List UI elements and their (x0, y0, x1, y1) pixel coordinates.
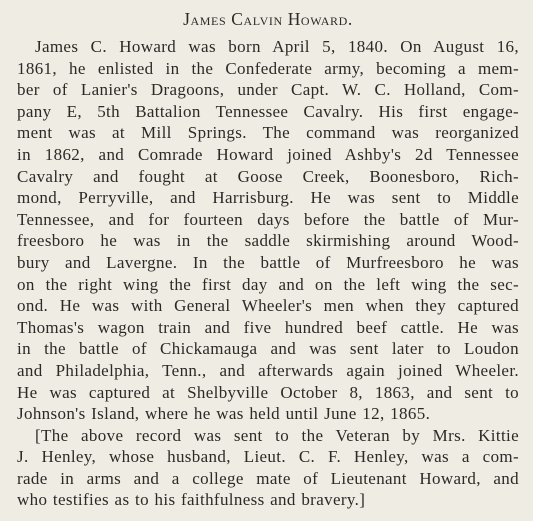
text-line: rade in arms and a college mate of Lieutenant Howard, and (17, 468, 519, 488)
text-line: bury and Lavergne. In the battle of Murfreesboro he was (17, 252, 519, 272)
article-title: James Calvin Howard. (183, 9, 353, 29)
text-line: who testifies as to his faithfulness and bravery.] (17, 490, 366, 510)
text-line: pany E, 5th Battalion Tennessee Cavalry. His first engage- (17, 101, 519, 121)
text-line: 1861, he enlisted in the Confederate army, becoming a mem- (17, 58, 519, 78)
paragraph-biography (17, 36, 519, 425)
text-line: Thomas's wagon train and five hundred beef cattle. He was (17, 317, 519, 337)
text-line: James C. Howard was born April 5, 1840. On August 16, (35, 37, 519, 56)
paragraph-editor-note (17, 425, 519, 511)
text-line: in 1862, and Comrade Howard joined Ashby's 2d Tennessee (17, 144, 519, 164)
text-line: Johnson's Island, where he was held until June 12, 1865. (17, 404, 431, 424)
text-line: ber of Lanier's Dragoons, under Capt. W. C. Holland, Com- (17, 80, 519, 100)
text-line: freesboro he was in the saddle skirmishing around Wood- (17, 231, 519, 251)
text-line: J. Henley, whose husband, Lieut. C. F. Henley, was a com- (17, 447, 519, 467)
text-line: in the battle of Chickamauga and was sent later to Loudon (17, 339, 519, 359)
text-line: Cavalry and fought at Goose Creek, Boonesboro, Rich- (17, 166, 519, 186)
text-line: He was captured at Shelbyville October 8, 1863, and sent to (17, 382, 519, 402)
text-line: ment was at Mill Springs. The command was reorganized (17, 123, 519, 143)
text-line: Tennessee, and for fourteen days before the battle of Mur- (17, 209, 519, 229)
text-line: on the right wing the first day and on the left wing the sec- (17, 274, 519, 294)
text-line: ond. He was with General Wheeler's men when they captured (17, 296, 519, 316)
text-line: mond, Perryville, and Harrisburg. He was sent to Middle (17, 188, 519, 208)
text-line: [The above record was sent to the Veteran by Mrs. Kittie (35, 425, 519, 445)
text-line: and Philadelphia, Tenn., and afterwards again joined Wheeler. (17, 360, 519, 380)
